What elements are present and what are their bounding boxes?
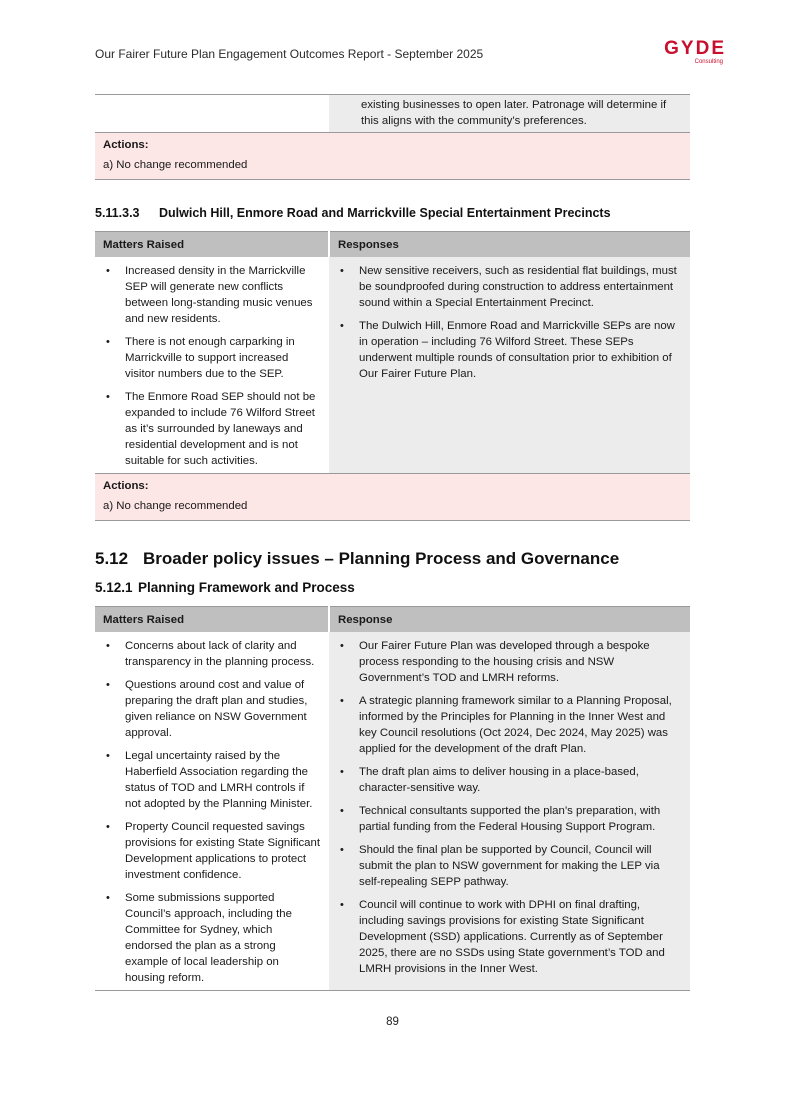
section-number: 5.12 [95, 549, 129, 568]
section-title: Broader policy issues – Planning Process and Governance [143, 549, 620, 568]
section-title: Planning Framework and Process [138, 580, 355, 595]
header-matters-raised: Matters Raised [95, 607, 329, 633]
actions-row [95, 474, 690, 521]
report-title: Our Fairer Future Plan Engagement Outcomes Report - September 2025 [95, 47, 484, 61]
actions-label: Actions: [103, 480, 149, 492]
actions-text: a) No change recommended [103, 159, 248, 171]
section-heading-5-11-3-3 [95, 206, 690, 220]
list-item: • Legal uncertainty raised by the Haberfield Association regarding the status of TOD and LMRH controls if not adopted by the Planning Minister. [103, 748, 321, 812]
logo-wordmark: GYDE [664, 38, 726, 59]
logo-subtitle: Consulting [694, 59, 723, 65]
continued-table [95, 94, 690, 180]
list-item: • There is not enough carparking in Marrickville to support increased visitor numbers due to the SEP. [103, 334, 321, 382]
responses-cell [329, 257, 690, 474]
page-number: 89 [386, 1016, 399, 1028]
table-header [95, 232, 690, 258]
planning-framework-table [95, 606, 690, 991]
list-item: • Questions around cost and value of preparing the draft plan and studies, given reliance on NSW Government approval. [103, 677, 321, 741]
list-item: • Concerns about lack of clarity and transparency in the planning process. [103, 638, 321, 670]
header-matters-raised: Matters Raised [95, 232, 329, 258]
list-item: • The Dulwich Hill, Enmore Road and Marrickville SEPs are now in operation – including 76 Wilford Street. These SEPs underwent multiple rounds of consultation prior to exhibition of Our Fairer Future Plan. [337, 318, 682, 382]
response-continuation: existing businesses to open later. Patronage will determine if this aligns with the community’s preferences. [329, 95, 690, 133]
list-item: • Increased density in the Marrickville SEP will generate new conflicts between long-standing music venues and new residents. [103, 263, 321, 327]
section-heading-5-12 [95, 549, 690, 569]
section-heading-5-12-1 [95, 580, 690, 595]
header-responses: Responses [329, 232, 690, 258]
actions-text: a) No change recommended [103, 500, 248, 512]
list-item: • Council will continue to work with DPHI on final drafting, including savings provisions for existing State Significant Development (SSD) applications. Currently as of September 2025, there are no SSDs using State government’s TOD and LMRH provisions in the Inner West. [337, 897, 682, 977]
section-number: 5.11.3.3 [95, 206, 140, 220]
list-item: • The Enmore Road SEP should not be expanded to include 76 Wilford Street as it’s surrounded by laneways and residential development and is not suitable for such activities. [103, 389, 321, 469]
list-item: • Property Council requested savings provisions for existing State Significant Development applications to protect investment confidence. [103, 819, 321, 883]
matters-cell [95, 632, 329, 991]
actions-row [95, 133, 690, 180]
matters-cell [95, 257, 329, 474]
header-response: Response [329, 607, 690, 633]
table-row [95, 632, 690, 991]
section-number: 5.12.1 [95, 580, 133, 595]
list-item: • Our Fairer Future Plan was developed through a bespoke process responding to the housing crisis and NSW Government’s TOD and LMRH reforms. [337, 638, 682, 686]
list-item: • Technical consultants supported the plan’s preparation, with partial funding from the Federal Housing Support Program. [337, 803, 682, 835]
table-row [95, 95, 690, 133]
actions-label: Actions: [103, 139, 149, 151]
list-item: • Should the final plan be supported by Council, Council will submit the plan to NSW government for making the LEP via self-repealing SEPP pathway. [337, 842, 682, 890]
table-row [95, 257, 690, 474]
gyde-logo [636, 39, 726, 69]
responses-cell [329, 632, 690, 991]
list-item: • Some submissions supported Council’s approach, including the Committee for Sydney, which endorsed the plan as a strong example of local leadership on housing reform. [103, 890, 321, 986]
sep-table [95, 231, 690, 521]
list-item: • The draft plan aims to deliver housing in a place-based, character-sensitive way. [337, 764, 682, 796]
list-item: • New sensitive receivers, such as residential flat buildings, must be soundproofed during construction to address entertainment sound within a Special Entertainment Precinct. [337, 263, 682, 311]
section-title: Dulwich Hill, Enmore Road and Marrickville Special Entertainment Precincts [159, 206, 611, 220]
list-item: • A strategic planning framework similar to a Planning Proposal, informed by the Principles for Planning in the Inner West and key Council resolutions (Oct 2024, Dec 2024, May 2025) was applied for the development of the draft Plan. [337, 693, 682, 757]
table-header [95, 607, 690, 633]
